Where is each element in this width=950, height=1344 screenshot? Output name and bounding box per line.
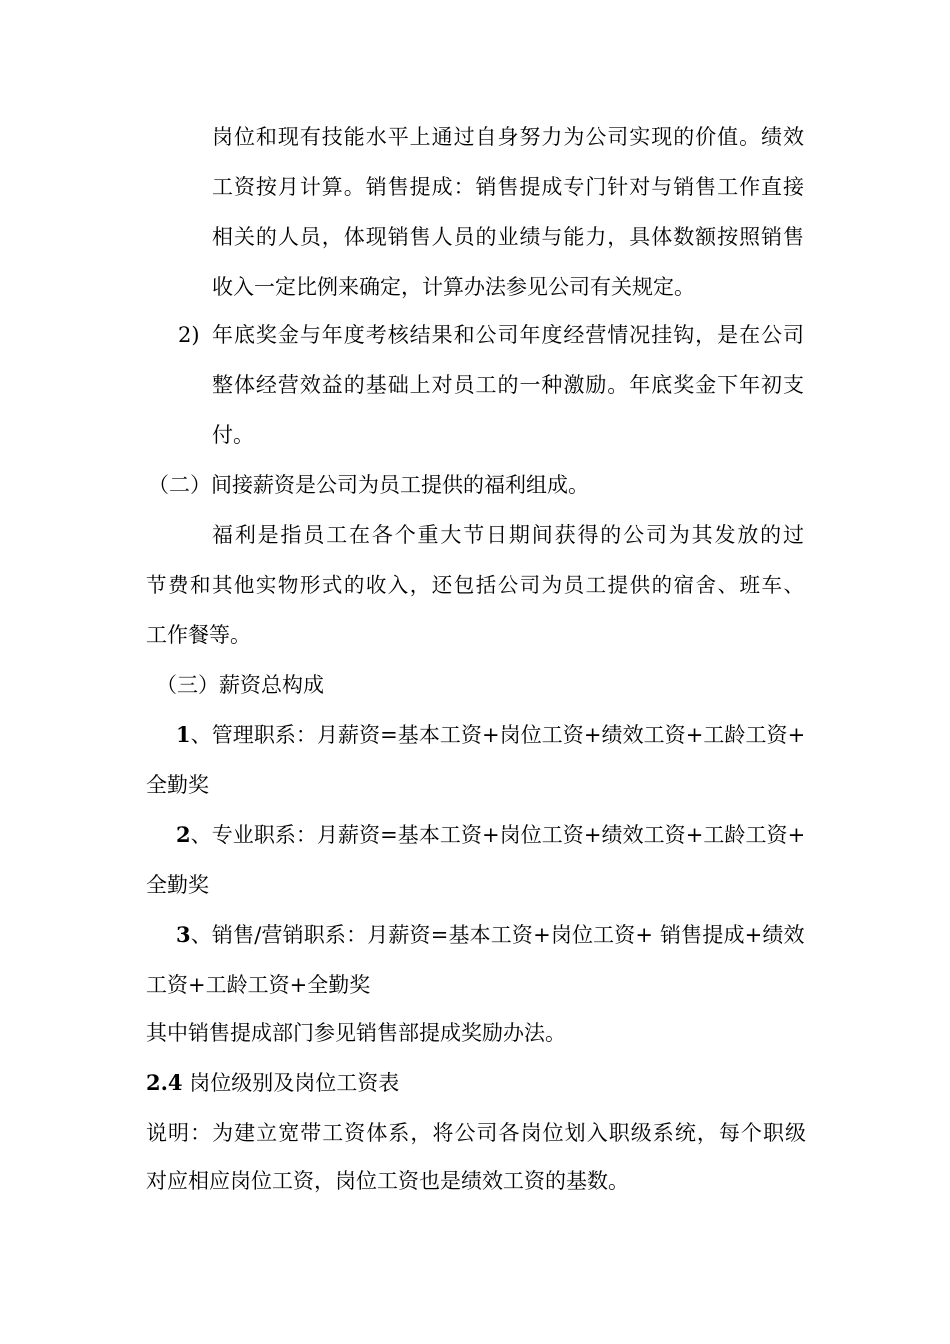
item2-line-2: 全勤奖 [146, 873, 209, 897]
explanation-line-2: 对应相应岗位工资，岗位工资也是绩效工资的基数。 [146, 1169, 629, 1193]
total-salary-heading: （三）薪资总构成 [156, 673, 324, 697]
item1-number: 1 [176, 722, 191, 747]
p1-line-4: 收入一定比例来确定，计算办法参见公司有关规定。 [212, 275, 695, 299]
item3-text: 、销售/营销职系：月薪资=基本工资+岗位工资+ 销售提成+绩效 [190, 923, 805, 947]
commission-note: 其中销售提成部门参见销售部提成奖励办法。 [146, 1021, 566, 1045]
item2-line-1 [176, 820, 805, 850]
item3-number: 3 [176, 922, 191, 947]
section-number: 2.4 [146, 1070, 183, 1095]
item2-text: 、专业职系：月薪资=基本工资+岗位工资+绩效工资+工龄工资+ [190, 823, 806, 847]
item3-line-1 [176, 920, 805, 950]
p1-line-3: 相关的人员，体现销售人员的业绩与能力，具体数额按照销售 [212, 225, 805, 249]
p2-line-3: 付。 [212, 423, 254, 447]
welfare-line-2: 节费和其他实物形式的收入，还包括公司为员工提供的宿舍、班车、 [146, 573, 806, 597]
section-title: 岗位级别及岗位工资表 [182, 1071, 400, 1095]
item1-text: 、管理职系：月薪资=基本工资+岗位工资+绩效工资+工龄工资+ [190, 723, 806, 747]
item1-line-2: 全勤奖 [146, 773, 209, 797]
item1-line-1 [176, 720, 805, 750]
welfare-line-1: 福利是指员工在各个重大节日期间获得的公司为其发放的过 [212, 523, 806, 547]
section-heading [146, 1068, 399, 1098]
explanation-line-1: 说明：为建立宽带工资体系，将公司各岗位划入职级系统，每个职级 [146, 1121, 808, 1145]
p2-marker: 2) [178, 323, 200, 347]
item3-line-2: 工资+工龄工资+全勤奖 [146, 973, 371, 997]
indirect-salary-heading: （二）间接薪资是公司为员工提供的福利组成。 [148, 473, 589, 497]
p1-line-1: 岗位和现有技能水平上通过自身努力为公司实现的价值。绩效 [212, 125, 805, 149]
item2-number: 2 [176, 822, 191, 847]
p2-line-1: 年底奖金与年度考核结果和公司年度经营情况挂钩，是在公司 [212, 323, 805, 347]
p1-line-2: 工资按月计算。销售提成：销售提成专门针对与销售工作直接 [212, 175, 805, 199]
p2-line-2: 整体经营效益的基础上对员工的一种激励。年底奖金下年初支 [212, 373, 805, 397]
welfare-line-3: 工作餐等。 [146, 623, 251, 647]
